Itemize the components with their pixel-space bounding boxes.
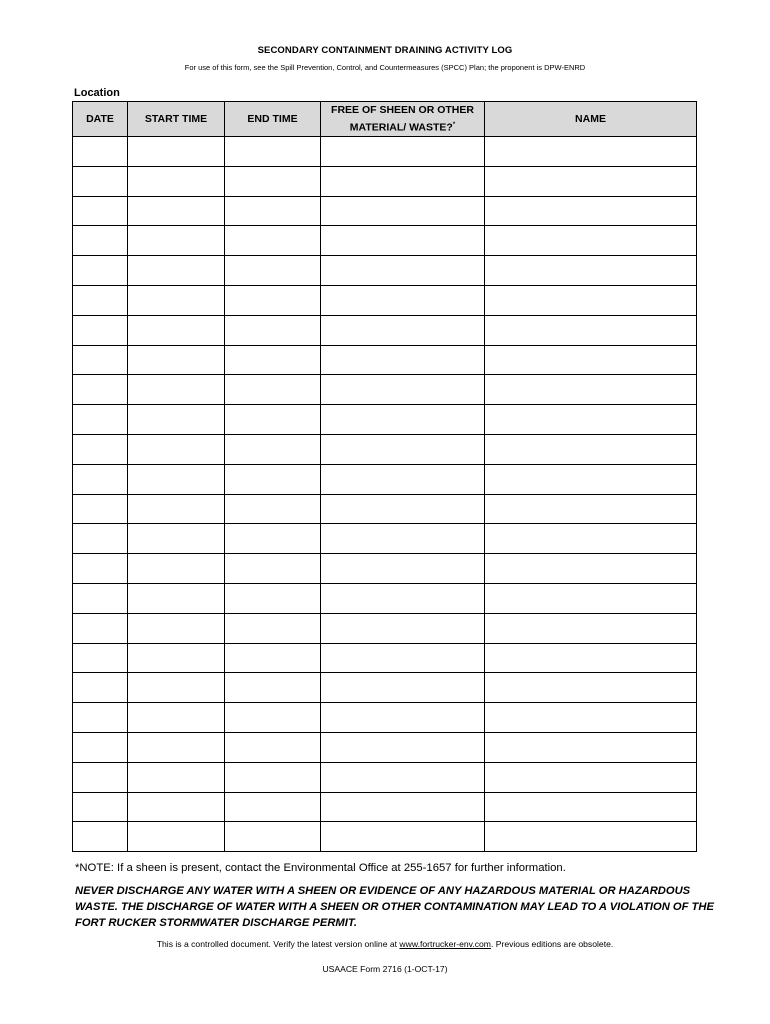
start-time-cell[interactable] bbox=[128, 643, 225, 673]
date-cell[interactable] bbox=[73, 285, 128, 315]
date-cell[interactable] bbox=[73, 643, 128, 673]
sheen-cell[interactable] bbox=[321, 524, 485, 554]
form-subtitle: For use of this form, see the Spill Prevention, Control, and Countermeasures (SPCC) Plan; the proponent is DPW-ENRD bbox=[184, 63, 586, 72]
end-time-cell[interactable] bbox=[225, 583, 321, 613]
table-header-row bbox=[73, 102, 697, 137]
date-cell[interactable] bbox=[73, 732, 128, 762]
date-cell[interactable] bbox=[73, 256, 128, 286]
website-link[interactable]: www.fortrucker-env.com bbox=[399, 939, 491, 949]
header-sheen bbox=[321, 102, 485, 137]
name-cell[interactable] bbox=[485, 345, 697, 375]
end-time-cell[interactable] bbox=[225, 315, 321, 345]
sheen-cell[interactable] bbox=[321, 643, 485, 673]
start-time-cell[interactable] bbox=[128, 196, 225, 226]
header-end-time: END TIME bbox=[225, 102, 321, 137]
discharge-warning: NEVER DISCHARGE ANY WATER WITH A SHEEN OR EVIDENCE OF ANY HAZARDOUS MATERIAL OR HAZARDOUS WASTE. THE DISCHARGE OF WATER WITH A SHEEN OR OTHER CONTAMINATION MAY LEAD TO A VIOLATION OF THE FORT RUCKER STORMWATER DISCHARGE PERMIT. bbox=[75, 885, 714, 929]
table-row bbox=[73, 405, 697, 435]
sheen-cell[interactable] bbox=[321, 434, 485, 464]
table-row bbox=[73, 464, 697, 494]
end-time-cell[interactable] bbox=[225, 256, 321, 286]
end-time-cell[interactable] bbox=[225, 166, 321, 196]
form-number: USAACE Form 2716 (1-OCT-17) bbox=[322, 964, 448, 974]
header-sheen-line1: FREE OF SHEEN OR OTHER bbox=[331, 103, 474, 116]
name-cell[interactable] bbox=[485, 226, 697, 256]
date-cell[interactable] bbox=[73, 822, 128, 852]
end-time-cell[interactable] bbox=[225, 137, 321, 167]
sheen-cell[interactable] bbox=[321, 792, 485, 822]
date-cell[interactable] bbox=[73, 613, 128, 643]
date-cell[interactable] bbox=[73, 583, 128, 613]
start-time-cell[interactable] bbox=[128, 494, 225, 524]
name-cell[interactable] bbox=[485, 315, 697, 345]
end-time-cell[interactable] bbox=[225, 196, 321, 226]
table-body bbox=[73, 137, 697, 852]
name-cell[interactable] bbox=[485, 583, 697, 613]
start-time-cell[interactable] bbox=[128, 434, 225, 464]
start-time-cell[interactable] bbox=[128, 345, 225, 375]
sheen-cell[interactable] bbox=[321, 554, 485, 584]
name-cell[interactable] bbox=[485, 822, 697, 852]
header-sheen-marker: * bbox=[452, 121, 456, 128]
end-time-cell[interactable] bbox=[225, 285, 321, 315]
start-time-cell[interactable] bbox=[128, 762, 225, 792]
controlled-prefix: This is a controlled document. Verify the latest version online at bbox=[156, 939, 400, 949]
name-cell[interactable] bbox=[485, 256, 697, 286]
header-date: DATE bbox=[73, 102, 128, 137]
sheen-cell[interactable] bbox=[321, 375, 485, 405]
date-cell[interactable] bbox=[73, 673, 128, 703]
sheen-cell[interactable] bbox=[321, 464, 485, 494]
table-row bbox=[73, 166, 697, 196]
date-cell[interactable] bbox=[73, 137, 128, 167]
end-time-cell[interactable] bbox=[225, 375, 321, 405]
name-cell[interactable] bbox=[485, 434, 697, 464]
date-cell[interactable] bbox=[73, 196, 128, 226]
name-cell[interactable] bbox=[485, 285, 697, 315]
controlled-document-notice bbox=[0, 939, 770, 949]
table-row bbox=[73, 434, 697, 464]
start-time-cell[interactable] bbox=[128, 822, 225, 852]
sheen-cell[interactable] bbox=[321, 166, 485, 196]
date-cell[interactable] bbox=[73, 792, 128, 822]
end-time-cell[interactable] bbox=[225, 613, 321, 643]
sheen-cell[interactable] bbox=[321, 673, 485, 703]
date-cell[interactable] bbox=[73, 762, 128, 792]
start-time-cell[interactable] bbox=[128, 583, 225, 613]
sheen-cell[interactable] bbox=[321, 137, 485, 167]
start-time-cell[interactable] bbox=[128, 554, 225, 584]
date-cell[interactable] bbox=[73, 166, 128, 196]
table-row bbox=[73, 256, 697, 286]
end-time-cell[interactable] bbox=[225, 762, 321, 792]
name-cell[interactable] bbox=[485, 137, 697, 167]
end-time-cell[interactable] bbox=[225, 703, 321, 733]
sheen-cell[interactable] bbox=[321, 285, 485, 315]
sheen-cell[interactable] bbox=[321, 732, 485, 762]
table-row bbox=[73, 285, 697, 315]
sheen-cell[interactable] bbox=[321, 405, 485, 435]
start-time-cell[interactable] bbox=[128, 732, 225, 762]
start-time-cell[interactable] bbox=[128, 464, 225, 494]
name-cell[interactable] bbox=[485, 464, 697, 494]
name-cell[interactable] bbox=[485, 613, 697, 643]
table-row bbox=[73, 524, 697, 554]
date-cell[interactable] bbox=[73, 345, 128, 375]
sheen-cell[interactable] bbox=[321, 703, 485, 733]
name-cell[interactable] bbox=[485, 494, 697, 524]
name-cell[interactable] bbox=[485, 673, 697, 703]
end-time-cell[interactable] bbox=[225, 524, 321, 554]
name-cell[interactable] bbox=[485, 703, 697, 733]
table-row bbox=[73, 643, 697, 673]
start-time-cell[interactable] bbox=[128, 613, 225, 643]
table-row bbox=[73, 554, 697, 584]
header-sheen-line2: MATERIAL/ WASTE? bbox=[349, 121, 453, 134]
start-time-cell[interactable] bbox=[128, 137, 225, 167]
table-row bbox=[73, 137, 697, 167]
table-row bbox=[73, 315, 697, 345]
sheen-note: *NOTE: If a sheen is present, contact the Environmental Office at 255-1657 for further information. bbox=[75, 862, 566, 874]
sheen-cell[interactable] bbox=[321, 494, 485, 524]
table-row bbox=[73, 792, 697, 822]
form-title: SECONDARY CONTAINMENT DRAINING ACTIVITY LOG bbox=[257, 45, 513, 56]
table-row bbox=[73, 345, 697, 375]
table-row bbox=[73, 762, 697, 792]
start-time-cell[interactable] bbox=[128, 673, 225, 703]
sheen-cell[interactable] bbox=[321, 226, 485, 256]
table-row bbox=[73, 226, 697, 256]
sheen-cell[interactable] bbox=[321, 196, 485, 226]
start-time-cell[interactable] bbox=[128, 285, 225, 315]
start-time-cell[interactable] bbox=[128, 256, 225, 286]
start-time-cell[interactable] bbox=[128, 703, 225, 733]
date-cell[interactable] bbox=[73, 524, 128, 554]
start-time-cell[interactable] bbox=[128, 315, 225, 345]
end-time-cell[interactable] bbox=[225, 434, 321, 464]
end-time-cell[interactable] bbox=[225, 405, 321, 435]
end-time-cell[interactable] bbox=[225, 643, 321, 673]
date-cell[interactable] bbox=[73, 434, 128, 464]
table-row bbox=[73, 375, 697, 405]
location-label: Location bbox=[74, 87, 120, 99]
sheen-cell[interactable] bbox=[321, 613, 485, 643]
sheen-cell[interactable] bbox=[321, 822, 485, 852]
start-time-cell[interactable] bbox=[128, 405, 225, 435]
sheen-cell[interactable] bbox=[321, 583, 485, 613]
name-cell[interactable] bbox=[485, 166, 697, 196]
start-time-cell[interactable] bbox=[128, 792, 225, 822]
end-time-cell[interactable] bbox=[225, 673, 321, 703]
table-row bbox=[73, 732, 697, 762]
date-cell[interactable] bbox=[73, 494, 128, 524]
date-cell[interactable] bbox=[73, 315, 128, 345]
date-cell[interactable] bbox=[73, 375, 128, 405]
table-row bbox=[73, 196, 697, 226]
name-cell[interactable] bbox=[485, 196, 697, 226]
header-start-time: START TIME bbox=[128, 102, 225, 137]
end-time-cell[interactable] bbox=[225, 732, 321, 762]
date-cell[interactable] bbox=[73, 554, 128, 584]
table-row bbox=[73, 703, 697, 733]
start-time-cell[interactable] bbox=[128, 375, 225, 405]
activity-log-table bbox=[72, 101, 697, 852]
date-cell[interactable] bbox=[73, 464, 128, 494]
table-row bbox=[73, 822, 697, 852]
name-cell[interactable] bbox=[485, 762, 697, 792]
end-time-cell[interactable] bbox=[225, 345, 321, 375]
name-cell[interactable] bbox=[485, 375, 697, 405]
header-name: NAME bbox=[485, 102, 697, 137]
name-cell[interactable] bbox=[485, 732, 697, 762]
name-cell[interactable] bbox=[485, 524, 697, 554]
date-cell[interactable] bbox=[73, 226, 128, 256]
sheen-cell[interactable] bbox=[321, 256, 485, 286]
end-time-cell[interactable] bbox=[225, 226, 321, 256]
name-cell[interactable] bbox=[485, 643, 697, 673]
date-cell[interactable] bbox=[73, 405, 128, 435]
start-time-cell[interactable] bbox=[128, 524, 225, 554]
name-cell[interactable] bbox=[485, 405, 697, 435]
end-time-cell[interactable] bbox=[225, 822, 321, 852]
sheen-cell[interactable] bbox=[321, 345, 485, 375]
end-time-cell[interactable] bbox=[225, 792, 321, 822]
sheen-cell[interactable] bbox=[321, 762, 485, 792]
end-time-cell[interactable] bbox=[225, 554, 321, 584]
name-cell[interactable] bbox=[485, 554, 697, 584]
end-time-cell[interactable] bbox=[225, 464, 321, 494]
controlled-suffix: . Previous editions are obsolete. bbox=[490, 939, 614, 949]
table-row bbox=[73, 583, 697, 613]
sheen-cell[interactable] bbox=[321, 315, 485, 345]
start-time-cell[interactable] bbox=[128, 166, 225, 196]
table-row bbox=[73, 613, 697, 643]
date-cell[interactable] bbox=[73, 703, 128, 733]
start-time-cell[interactable] bbox=[128, 226, 225, 256]
table-row bbox=[73, 673, 697, 703]
table-row bbox=[73, 494, 697, 524]
end-time-cell[interactable] bbox=[225, 494, 321, 524]
name-cell[interactable] bbox=[485, 792, 697, 822]
